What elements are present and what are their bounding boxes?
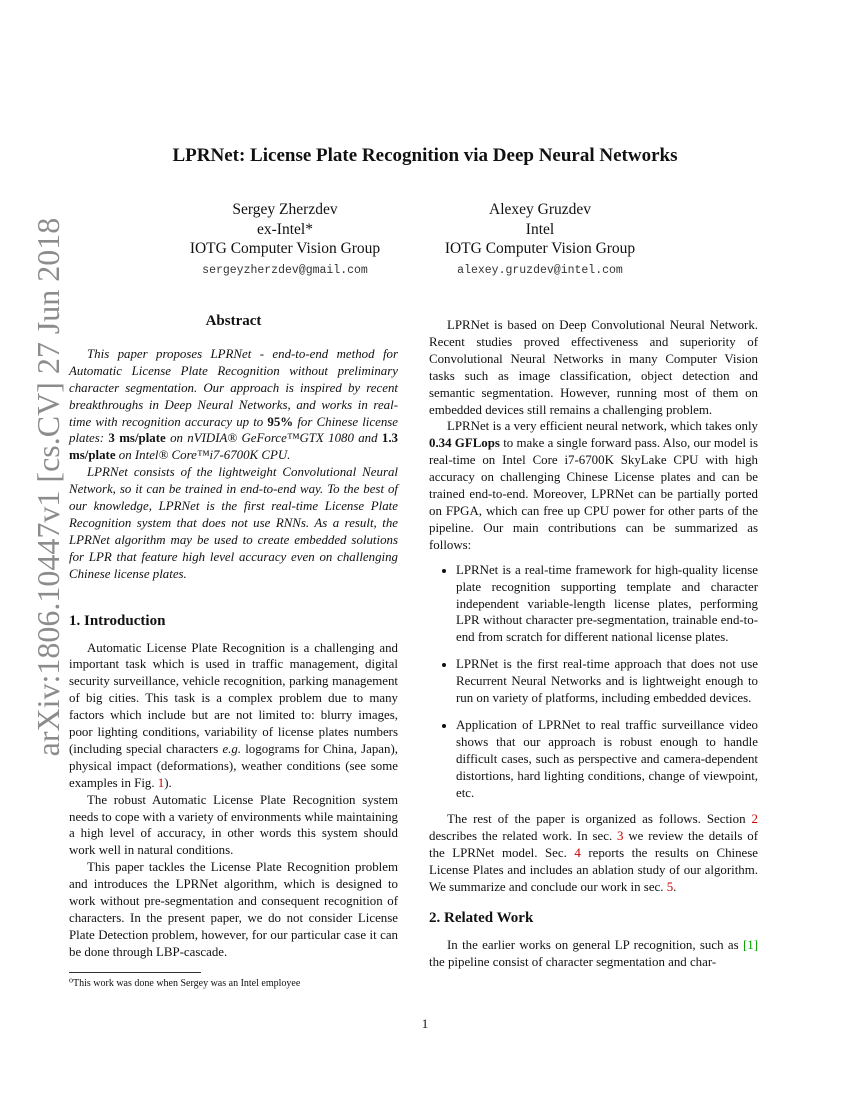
intro-paragraph-2: The robust Automatic License Plate Recognition system needs to cope with a variety of environments while maintaining a high level of accuracy, in other words this system should work well in natural conditions.: [69, 792, 398, 858]
right-column: [429, 317, 758, 971]
page-number: 1: [421, 1016, 429, 1031]
abstract-paragraph-2: LPRNet consists of the lightweight Convolutional Neural Network, so it can be trained in end-to-end way. To the best of our knowledge, LPRNet is the first real-time License Plate Recognition system that does not use RNNs. As a result, the LPRNet algorithm may be used to create embedded solutions for LPR that feature high level accuracy even on challenging Chinese license plates.: [69, 465, 398, 581]
right-paragraph-4: In the earlier works on general LP recognition, such as [1] the pipeline consist of character segmentation and char-: [429, 937, 758, 969]
abstract-heading: Abstract: [205, 313, 262, 329]
related-work-heading: 2. Related Work: [429, 910, 534, 926]
author-email: alexey.gruzdev@intel.com: [457, 263, 623, 277]
footnote: ⁰This work was done when Sergey was an Intel employee: [69, 978, 301, 989]
section-link[interactable]: 4: [574, 846, 581, 861]
contributions-list: [429, 562, 758, 802]
author-affiliation: ex-Intel*: [257, 220, 313, 238]
section-link[interactable]: 5: [666, 880, 674, 895]
author-name: Sergey Zherzdev: [232, 201, 338, 218]
section-link[interactable]: 3: [617, 829, 624, 844]
reference-link[interactable]: [1]: [742, 937, 758, 952]
author-group: IOTG Computer Vision Group: [444, 240, 636, 257]
author-block-1: [175, 200, 395, 280]
list-item: • Application of LPRNet to real traffic surveillance video shows that our approach is robust enough to handle difficult cases, such as perspective and camera-dependent distortions, hard lighting conditions, change of viewpoint, etc.: [456, 717, 758, 802]
author-name: Alexey Gruzdev: [489, 201, 591, 218]
list-item: • LPRNet is a real-time framework for high-quality license plate recognition supporting template and character independent variable-length license plates, performing LPR without character pre-segmentation, trainable end-to-end from scratch for different national license plates.: [456, 562, 758, 647]
author-group: IOTG Computer Vision Group: [189, 240, 381, 257]
cpu-speed: 1.3 ms/plate: [69, 431, 399, 463]
fig-link[interactable]: 1: [157, 775, 165, 790]
accuracy-value: 95%: [267, 414, 294, 429]
intro-paragraph-1: Automatic License Plate Recognition is a challenging and important task which is used in traffic management, digital security surveillance, vehicle recognition, parking management of big cities. This task is a complex problem due to many factors which include but are not limited to: blurry images, poor lighting conditions, variability of license plates numbers (including special characters e.g. logograms for China, Japan), physical impact (deformations), weather conditions (see some examples in Fig. 1).: [69, 640, 398, 790]
section-link[interactable]: 2: [751, 812, 758, 827]
arxiv-stamp: arXiv:1806.10447v1 [cs.CV] 27 Jun 2018: [30, 217, 66, 757]
author-block-2: [430, 200, 650, 280]
left-column: [69, 313, 398, 961]
author-affiliation: Intel: [525, 220, 555, 238]
intro-paragraph-3: This paper tackles the License Plate Recognition problem and introduces the LPRNet algorithm, which is designed to work without pre-segmentation and consequent recognition of characters. In the present paper, we do not consider License Plate Detection problem, however, for our particular case it can be done through LBP-cascade.: [69, 860, 398, 959]
gflops-value: 0.34 GFLops: [429, 436, 500, 451]
list-item: • LPRNet is the first real-time approach that does not use Recurrent Neural Networks and is lightweight enough to run on variety of platforms, including embedded devices.: [456, 656, 758, 707]
intro-heading: 1. Introduction: [69, 612, 166, 629]
right-paragraph-3: The rest of the paper is organized as follows. Section 2 describes the related work. In sec. 3 we review the details of the LPRNet model. Sec. 4 reports the results on Chinese License Plates and includes an ablation study of our algorithm. We summarize and conclude our work in sec. 5.: [429, 812, 758, 895]
gpu-speed: 3 ms/plate: [108, 431, 166, 446]
author-email: sergeyzherzdev@gmail.com: [202, 263, 368, 277]
abstract-paragraph-1: This paper proposes LPRNet - end-to-end method for Automatic License Plate Recognition without preliminary character segmentation. Our approach is inspired by recent breakthroughs in Deep Neural Networks, and works in real-time with recognition accuracy up to 95% for Chinese license plates: 3 ms/plate on nVIDIA® GeForce™GTX 1080 and 1.3 ms/plate on Intel® Core™i7-6700K CPU.: [69, 346, 399, 463]
paper-title: LPRNet: License Plate Recognition via Deep Neural Networks: [172, 145, 678, 166]
right-paragraph-2: LPRNet is a very efficient neural network, which takes only 0.34 GFLops to make a single forward pass. Also, our model is real-time on Intel Core i7-6700K SkyLake CPU with high accuracy on challenging Chinese License plates and can be trained end-to-end. Moreover, LPRNet can be partially ported on FPGA, which can free up CPU power for other parts of the pipeline. Our main contributions can be summarized as follows:: [429, 419, 758, 552]
right-paragraph-1: LPRNet is based on Deep Convolutional Neural Network. Recent studies proved effectiveness and superiority of Convolutional Neural Networks in many Computer Vision tasks such as image classification, object detection and semantic segmentation. However, running most of them on embedded devices still remains a challenging problem.: [429, 318, 758, 417]
footnote-rule: [69, 972, 201, 973]
